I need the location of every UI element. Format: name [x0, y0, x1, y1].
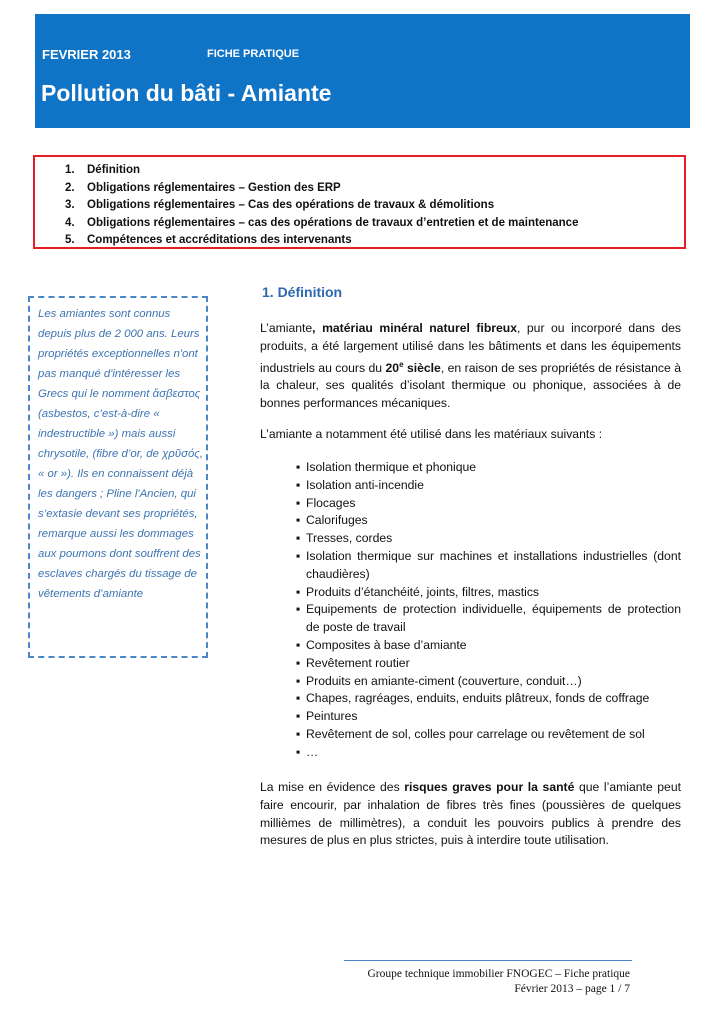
page-title: Pollution du bâti - Amiante: [41, 80, 332, 106]
materials-intro: L’amiante a notamment été utilisé dans les matériaux suivants :: [260, 427, 603, 441]
list-item-text: Isolation thermique sur machines et installations industrielles (dont chaudières): [306, 548, 681, 581]
toc-number: 2.: [65, 181, 75, 194]
text-run: siècle: [403, 360, 441, 375]
list-item: [296, 637, 681, 655]
list-item: [296, 726, 681, 744]
bullet-icon: ▪: [296, 531, 301, 546]
text-run: , pur ou incorporé dans des produits, a été largement utilisé dans les bâtiments et dans les équipements industriels au cours du: [260, 321, 681, 375]
footer-source: Groupe technique immobilier FNOGEC – Fiche pratique: [367, 968, 630, 980]
text-run: 20: [385, 360, 400, 375]
bullet-icon: ▪: [296, 691, 301, 706]
bullet-icon: ▪: [296, 726, 301, 741]
toc-label: Définition: [87, 164, 141, 176]
bullet-icon: ▪: [296, 637, 301, 652]
list-item-text: Isolation thermique et phonique: [306, 460, 477, 474]
list-item-text: Equipements de protection individuelle, équipements de protection de poste de travail: [306, 602, 681, 635]
bold-run: , matériau minéral naturel fibreux: [312, 321, 518, 335]
list-item-text: Revêtement routier: [306, 655, 410, 670]
bullet-icon: ▪: [296, 673, 301, 688]
toc-number: 4.: [65, 216, 75, 229]
bullet-icon: ▪: [296, 548, 301, 563]
toc-label: Obligations réglementaires – cas des opérations de travaux d’entretien et de maintenance: [87, 216, 579, 229]
bullet-icon: ▪: [296, 709, 301, 724]
bullet-icon: ▪: [296, 513, 301, 528]
health-risk-paragraph: [260, 779, 681, 850]
list-item: [296, 673, 681, 691]
bullet-icon: ▪: [296, 584, 301, 599]
list-item-text: Revêtement de sol, colles pour carrelage ou revêtement de sol: [306, 726, 645, 741]
list-item: [296, 655, 681, 673]
footer-page-number: Février 2013 – page 1 / 7: [514, 983, 630, 995]
list-item-text: Peintures: [306, 709, 358, 724]
table-of-contents: [33, 155, 686, 249]
text-run: , en raison de ses propriétés de résistance à la chaleur, ses qualités d’isolant thermique ou phonique, associées à de bonnes performances mécaniques.: [260, 360, 682, 411]
toc-label: Compétences et accréditations des intervenants: [87, 234, 352, 246]
materials-list: [296, 459, 681, 762]
superscript: e: [399, 359, 404, 369]
bold-run: [386, 361, 441, 375]
text-run: L’amiante: [260, 321, 313, 335]
toc-item[interactable]: [65, 162, 578, 180]
list-item: [296, 744, 681, 762]
list-item-text: Flocages: [306, 495, 356, 510]
list-item-text: …: [306, 744, 319, 759]
text-run: que l’amiante peut faire encourir, par inhalation de fibres très fines (poussières de quelques millièmes de millimètres), a conduit les pouvoirs publics à prendre des mesures de plus en plus strictes, puis à interdire toute utilisation.: [260, 780, 681, 848]
page-footer: [300, 967, 630, 997]
toc-number: 1.: [65, 164, 75, 176]
header-banner: [35, 14, 690, 128]
toc-item[interactable]: [65, 197, 578, 215]
header-kind: FICHE PRATIQUE: [207, 48, 300, 60]
bullet-icon: ▪: [296, 477, 301, 492]
toc-label: Obligations réglementaires – Cas des opérations de travaux & démolitions: [87, 199, 495, 211]
list-item-text: Produits en amiante-ciment (couverture, conduit…): [306, 673, 582, 688]
bold-run: risques graves pour la santé: [404, 780, 575, 794]
footer-divider: [344, 960, 632, 961]
list-item-text: Isolation anti-incendie: [306, 477, 424, 492]
bullet-icon: ▪: [296, 602, 301, 617]
bullet-icon: ▪: [296, 655, 301, 670]
text-run: La mise en évidence des: [260, 780, 405, 794]
definition-paragraph: [260, 320, 681, 413]
toc-number: 3.: [65, 199, 75, 211]
toc-number: 5.: [65, 234, 75, 246]
list-item: [296, 477, 681, 495]
toc-label: Obligations réglementaires – Gestion des ERP: [87, 181, 341, 194]
list-item: [296, 708, 681, 726]
list-item-text: Chapes, ragréages, enduits, enduits plâtreux, fonds de coffrage: [306, 691, 650, 706]
bullet-icon: ▪: [296, 744, 301, 759]
toc-item[interactable]: [65, 215, 578, 233]
list-item: [296, 495, 681, 513]
list-item: [296, 584, 681, 602]
bullet-icon: ▪: [296, 495, 301, 510]
list-item: [296, 459, 681, 477]
sidebar-text: Les amiantes sont connus depuis plus de 2 000 ans. Leurs propriétés exceptionnelles n'ont pas manqué d'intéresser les Grecs qui le nomment ἄσβεστος (asbestos, c’est-à-dire « indestructible ») mais aussi chrysotile, (fibre d’or, de χρῦσός, « or »). Ils en connaissent déjà les dangers ; Pline l'Ancien, qui s’extasie devant ses propriétés, remarque aussi les dommages aux poumons dont souffrent des esclaves chargés du tissage de vêtements d’amiante: [38, 308, 203, 600]
sidebar-callout: [28, 296, 208, 658]
list-item-text: Tresses, cordes: [306, 531, 393, 546]
list-item-text: Calorifuges: [306, 513, 368, 528]
list-item: [296, 530, 681, 548]
toc-item[interactable]: [65, 180, 578, 198]
list-item: [296, 548, 681, 584]
list-item: [296, 690, 681, 708]
list-item-text: Produits d’étanchéité, joints, filtres, mastics: [306, 584, 540, 599]
header-date: FEVRIER 2013: [42, 47, 131, 62]
toc-item[interactable]: [65, 232, 578, 250]
section-title: 1. Définition: [262, 284, 343, 300]
list-item: [296, 601, 681, 637]
list-item: [296, 512, 681, 530]
list-item-text: Composites à base d’amiante: [306, 637, 467, 652]
bullet-icon: ▪: [296, 460, 301, 474]
